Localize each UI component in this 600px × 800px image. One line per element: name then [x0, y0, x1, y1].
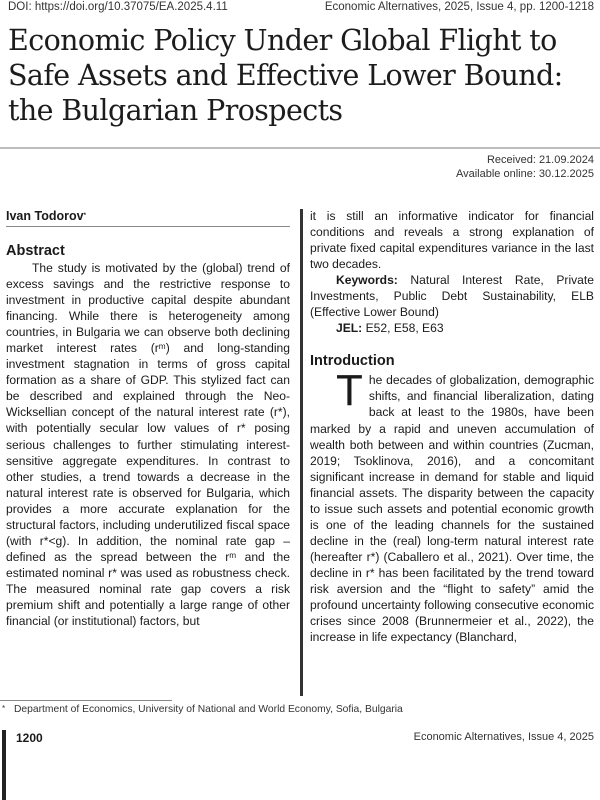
available-online-date: Available online: 30.12.2025: [455, 167, 594, 180]
drop-cap: T: [336, 366, 363, 416]
introduction-body: he decades of globalization, demographic shifts, and financial liberalization, dating back at least to the 1980s, have been marked by a rapid and uneven accumulation of wealth both between and within countries (Zucman, 2019; Tsoklinova, 2016), and a concomitant significant increase in demand for stable and liquid financial assets. The disparity between the capacity to issue such assets and potential economic growth is one of the leading channels for the sustained decline in the (real) long-term natural interest rate (hereafter r*) (Caballero et al., 2021). Over time, the decline in r* has been facilitated by the trend toward risk aversion and the “flight to safety” amid the profound uncertainty following consecutive economic crises since 2008 (Brunnermeier et al., 2022), the increase in life expectancy (Blanchard,: [310, 373, 594, 645]
title-line-1: Economic Policy Under Global Flight to: [8, 24, 557, 57]
footnote-text: Department of Economics, University of National and World Economy, Sofia, Bulgaria: [14, 704, 403, 715]
paper-title: [8, 23, 590, 128]
abstract-heading: Abstract: [6, 243, 65, 259]
page-edge-bar: [2, 730, 6, 800]
received-date: Received: 21.09.2024: [486, 154, 594, 166]
page-number: 1200: [16, 731, 43, 745]
title-line-3: the Bulgarian Prospects: [8, 94, 343, 127]
abstract-text: The study is motivated by the (global) trend of excess savings and the restrictive response to investment in productive capital despite abundant financing. While there is heterogeneity among countries, in Bulgaria we can observe both declining market interest rates (rᵐ) and long-standing investment stagnation in terms of gross capital formation as a share of GDP. This stylized fact can be described and explained through the Neo-Wicksellian concept of the natural interest rate (r*), with potentially secular low values of r* posing serious challenges to further stimulating interest-sensitive aggregate expenditures. In contrast to other studies, a trend towards a decrease in the natural interest rate is observed for Bulgaria, which provides a more accurate explanation for the structural factors, including underutilized fiscal space (with r*<g). In addition, the nominal rate gap – defined as the spread between the rᵐ and the estimated nominal r* was used as robustness check. The measured nominal rate gap covers a risk premium shift and potentially a large range of other financial (or institutional) factors, but: [6, 261, 290, 629]
footnote-mark: *: [2, 704, 6, 713]
publication-dates: [456, 154, 594, 181]
footer-journal: Economic Alternatives, Issue 4, 2025: [413, 731, 594, 743]
keywords-value: Natural Interest Rate, Private Investments, Public Debt Sustainability, ELB (Effective Lower Bound): [310, 273, 594, 320]
running-header: [8, 0, 594, 16]
abstract-text-continued: it is still an informative indicator for financial conditions and reveals a strong explanation of private fixed capital expenditures variance in the last two decades.: [310, 209, 594, 272]
jel-label: JEL:: [336, 321, 363, 336]
journal-reference: Economic Alternatives, 2025, Issue 4, pp. 1200-1218: [324, 1, 594, 13]
author-name-text: Ivan Todorov: [6, 209, 84, 223]
author-name: [6, 208, 290, 224]
column-divider: [300, 209, 303, 696]
footnote-divider: [0, 700, 172, 701]
title-divider: [0, 147, 600, 149]
jel-value: E52, E58, E63: [362, 321, 444, 336]
introduction-text: [310, 366, 594, 645]
title-line-2: Safe Assets and Effective Lower Bound:: [8, 59, 563, 92]
author-divider: [6, 226, 290, 227]
left-column: [6, 208, 290, 629]
jel-codes: [310, 320, 594, 336]
right-column: [310, 208, 594, 645]
doi-link[interactable]: DOI: https://doi.org/10.37075/EA.2025.4.11: [8, 1, 228, 13]
introduction-heading: Introduction: [310, 353, 395, 370]
keywords-label: Keywords:: [336, 273, 398, 288]
author-affiliation-mark: *: [83, 213, 86, 219]
keywords: [310, 272, 594, 320]
footnote: [2, 704, 403, 715]
